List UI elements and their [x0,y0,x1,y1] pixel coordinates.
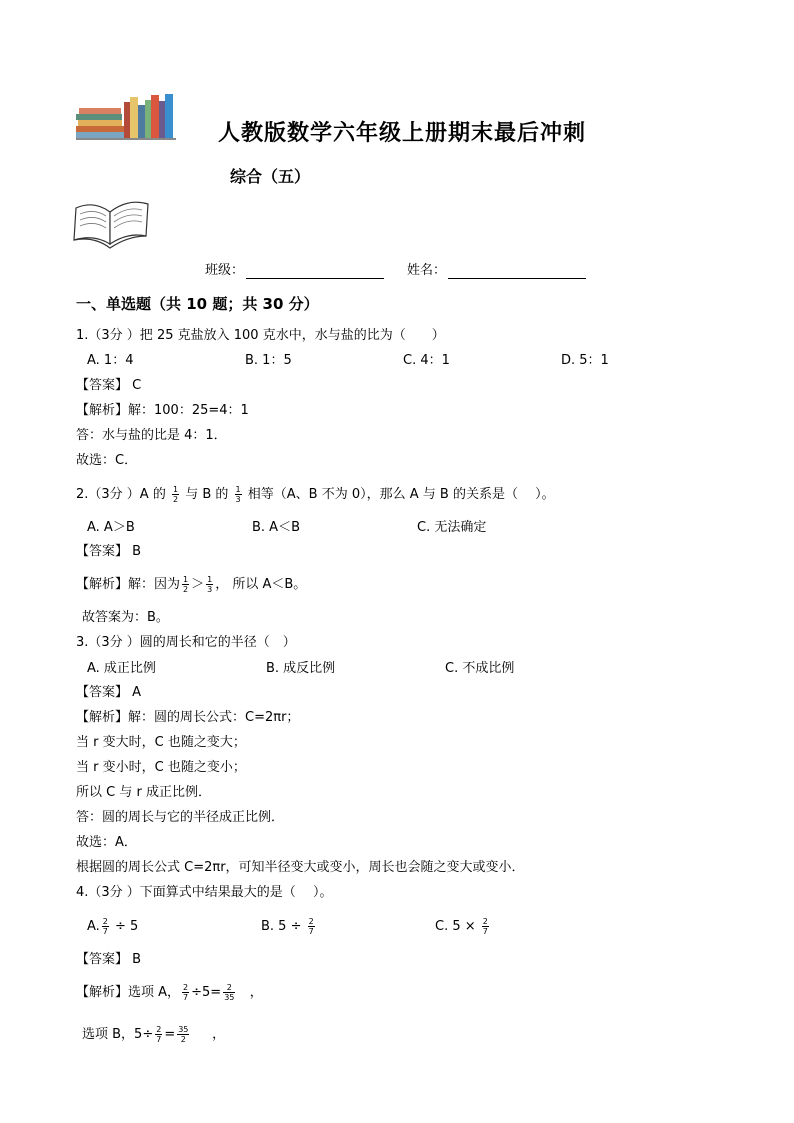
q4-fraction [308,917,315,936]
q2-analysis [76,574,306,596]
denominator: 7 [156,1035,162,1044]
page-subtitle: 综合（五） [230,167,311,186]
q4-fraction [155,1025,162,1044]
denominator: 7 [308,927,314,936]
q1-option-d: D. 5：1 [561,353,609,368]
q4-option-part: C. 5 × [435,919,476,934]
numerator: 2 [183,983,189,992]
q4-fraction [102,917,109,936]
q1-option-c: C. 4：1 [403,353,450,368]
q2-analysis-fraction-half [182,575,189,594]
q4-analysis-part: ÷5= [191,985,222,1000]
q3-option-c: C. 不成比例 [445,661,515,676]
q2-stem-part: 与 B 的 [185,487,229,502]
q1-option-a: A. 1：4 [87,353,134,368]
q4-stem: 4.（3分 ）下面算式中结果最大的是（ ）。 [76,885,333,900]
q4-fraction [482,917,489,936]
q3-stem: 3.（3分 ）圆的周长和它的半径（ ） [76,635,296,650]
q3-analysis-line: 故选：A． [76,835,137,850]
denominator: 7 [102,927,108,936]
q1-answer: 【答案】 C [76,378,142,393]
q4-analysis-b [82,1024,225,1046]
numerator: 35 [178,1025,189,1034]
q2-fraction-half [172,485,179,504]
q1-stem: 1.（3分 ）把 25 克盐放入 100 克水中，水与盐的比为（ ） [76,328,445,343]
q2-option-b: B. A＜B [252,520,300,535]
q2-option-c: C. 无法确定 [417,520,487,535]
numerator: 2 [482,917,488,926]
books-illustration [76,93,176,141]
denominator: 3 [235,495,241,504]
q3-option-a: A. 成正比例 [87,661,156,676]
name-blank [448,264,586,279]
q2-stem-part: 相等（A、B 不为 0），那么 A 与 B 的关系是（ ）。 [247,487,555,502]
q3-analysis-line: 根据圆的周长公式 C=2πr，可知半径变大或变小，周长也会随之变大或变小． [76,860,525,875]
q4-option-part: ÷ 5 [115,919,139,934]
q4-fraction [182,983,189,1002]
q4-option-b [261,916,317,938]
q4-analysis-part: ， [249,985,263,1000]
name-field [407,263,586,279]
q1-option-b: B. 1：5 [245,353,292,368]
denominator: 35 [224,993,235,1002]
denominator: 7 [183,993,189,1002]
q4-option-part: A. [87,919,100,934]
q3-analysis-line: 答：圆的周长与它的半径成正比例． [76,810,285,825]
q4-analysis-part: 【解析】选项 A， [76,985,181,1000]
q3-analysis-line: 当 r 变小时，C 也随之变小； [76,760,246,775]
q3-analysis-line: 当 r 变大时，C 也随之变大； [76,735,246,750]
q2-analysis-part: ＞ [191,577,205,592]
q2-fraction-third [235,485,242,504]
q4-option-part: B. 5 ÷ [261,919,302,934]
q3-answer: 【答案】 A [76,685,142,700]
q1-analysis-line: 故选：C． [76,453,138,468]
numerator: 2 [308,917,314,926]
q2-answer: 【答案】 B [76,544,142,559]
denominator: 2 [183,585,189,594]
q4-analysis-part: = [164,1027,176,1042]
q2-option-a: A. A＞B [87,520,135,535]
numerator: 1 [235,485,241,494]
numerator: 2 [102,917,108,926]
open-book-icon [70,194,152,250]
q2-analysis-part: ， 所以 A＜B。 [215,577,307,592]
denominator: 2 [180,1035,186,1044]
q3-analysis-line: 所以 C 与 r 成正比例． [76,785,211,800]
q1-analysis-line: 答：水与盐的比是 4：1． [76,428,227,443]
q3-analysis-line: 【解析】解：圆的周长公式：C=2πr； [76,710,300,725]
page-title: 人教版数学六年级上册期末最后冲刺 [218,120,587,146]
numerator: 1 [172,485,179,494]
denominator: 3 [207,585,213,594]
class-blank [246,264,384,279]
q2-stem-part: 2.（3分 ）A 的 [76,487,166,502]
class-field [205,263,384,279]
q4-analysis-part: ， [212,1027,226,1042]
q2-analysis-part: 【解析】解：因为 [76,577,181,592]
q4-answer: 【答案】 B [76,952,142,967]
q2-analysis-fraction-third [206,575,213,594]
numerator: 1 [183,575,189,584]
q4-fraction [177,1025,189,1044]
numerator: 2 [223,983,235,993]
q1-analysis-line: 【解析】解：100：25=4：1 [76,403,249,418]
q2-stem [76,484,555,506]
denominator: 7 [482,927,488,936]
q3-option-b: B. 成反比例 [266,661,336,676]
section-heading: 一、单选题（共 10 题；共 30 分） [76,295,319,313]
q4-analysis-a [76,982,263,1004]
q4-option-a [87,916,138,938]
numerator: 2 [156,1025,162,1034]
name-label: 姓名： [407,263,447,278]
q4-analysis-part: 选项 B，5÷ [82,1027,154,1042]
numerator: 1 [207,575,213,584]
q4-fraction [223,983,235,1002]
q4-option-c [435,916,491,938]
denominator: 2 [172,495,179,504]
class-label: 班级： [205,263,245,278]
q2-analysis-conclusion: 故答案为：B。 [82,610,169,625]
